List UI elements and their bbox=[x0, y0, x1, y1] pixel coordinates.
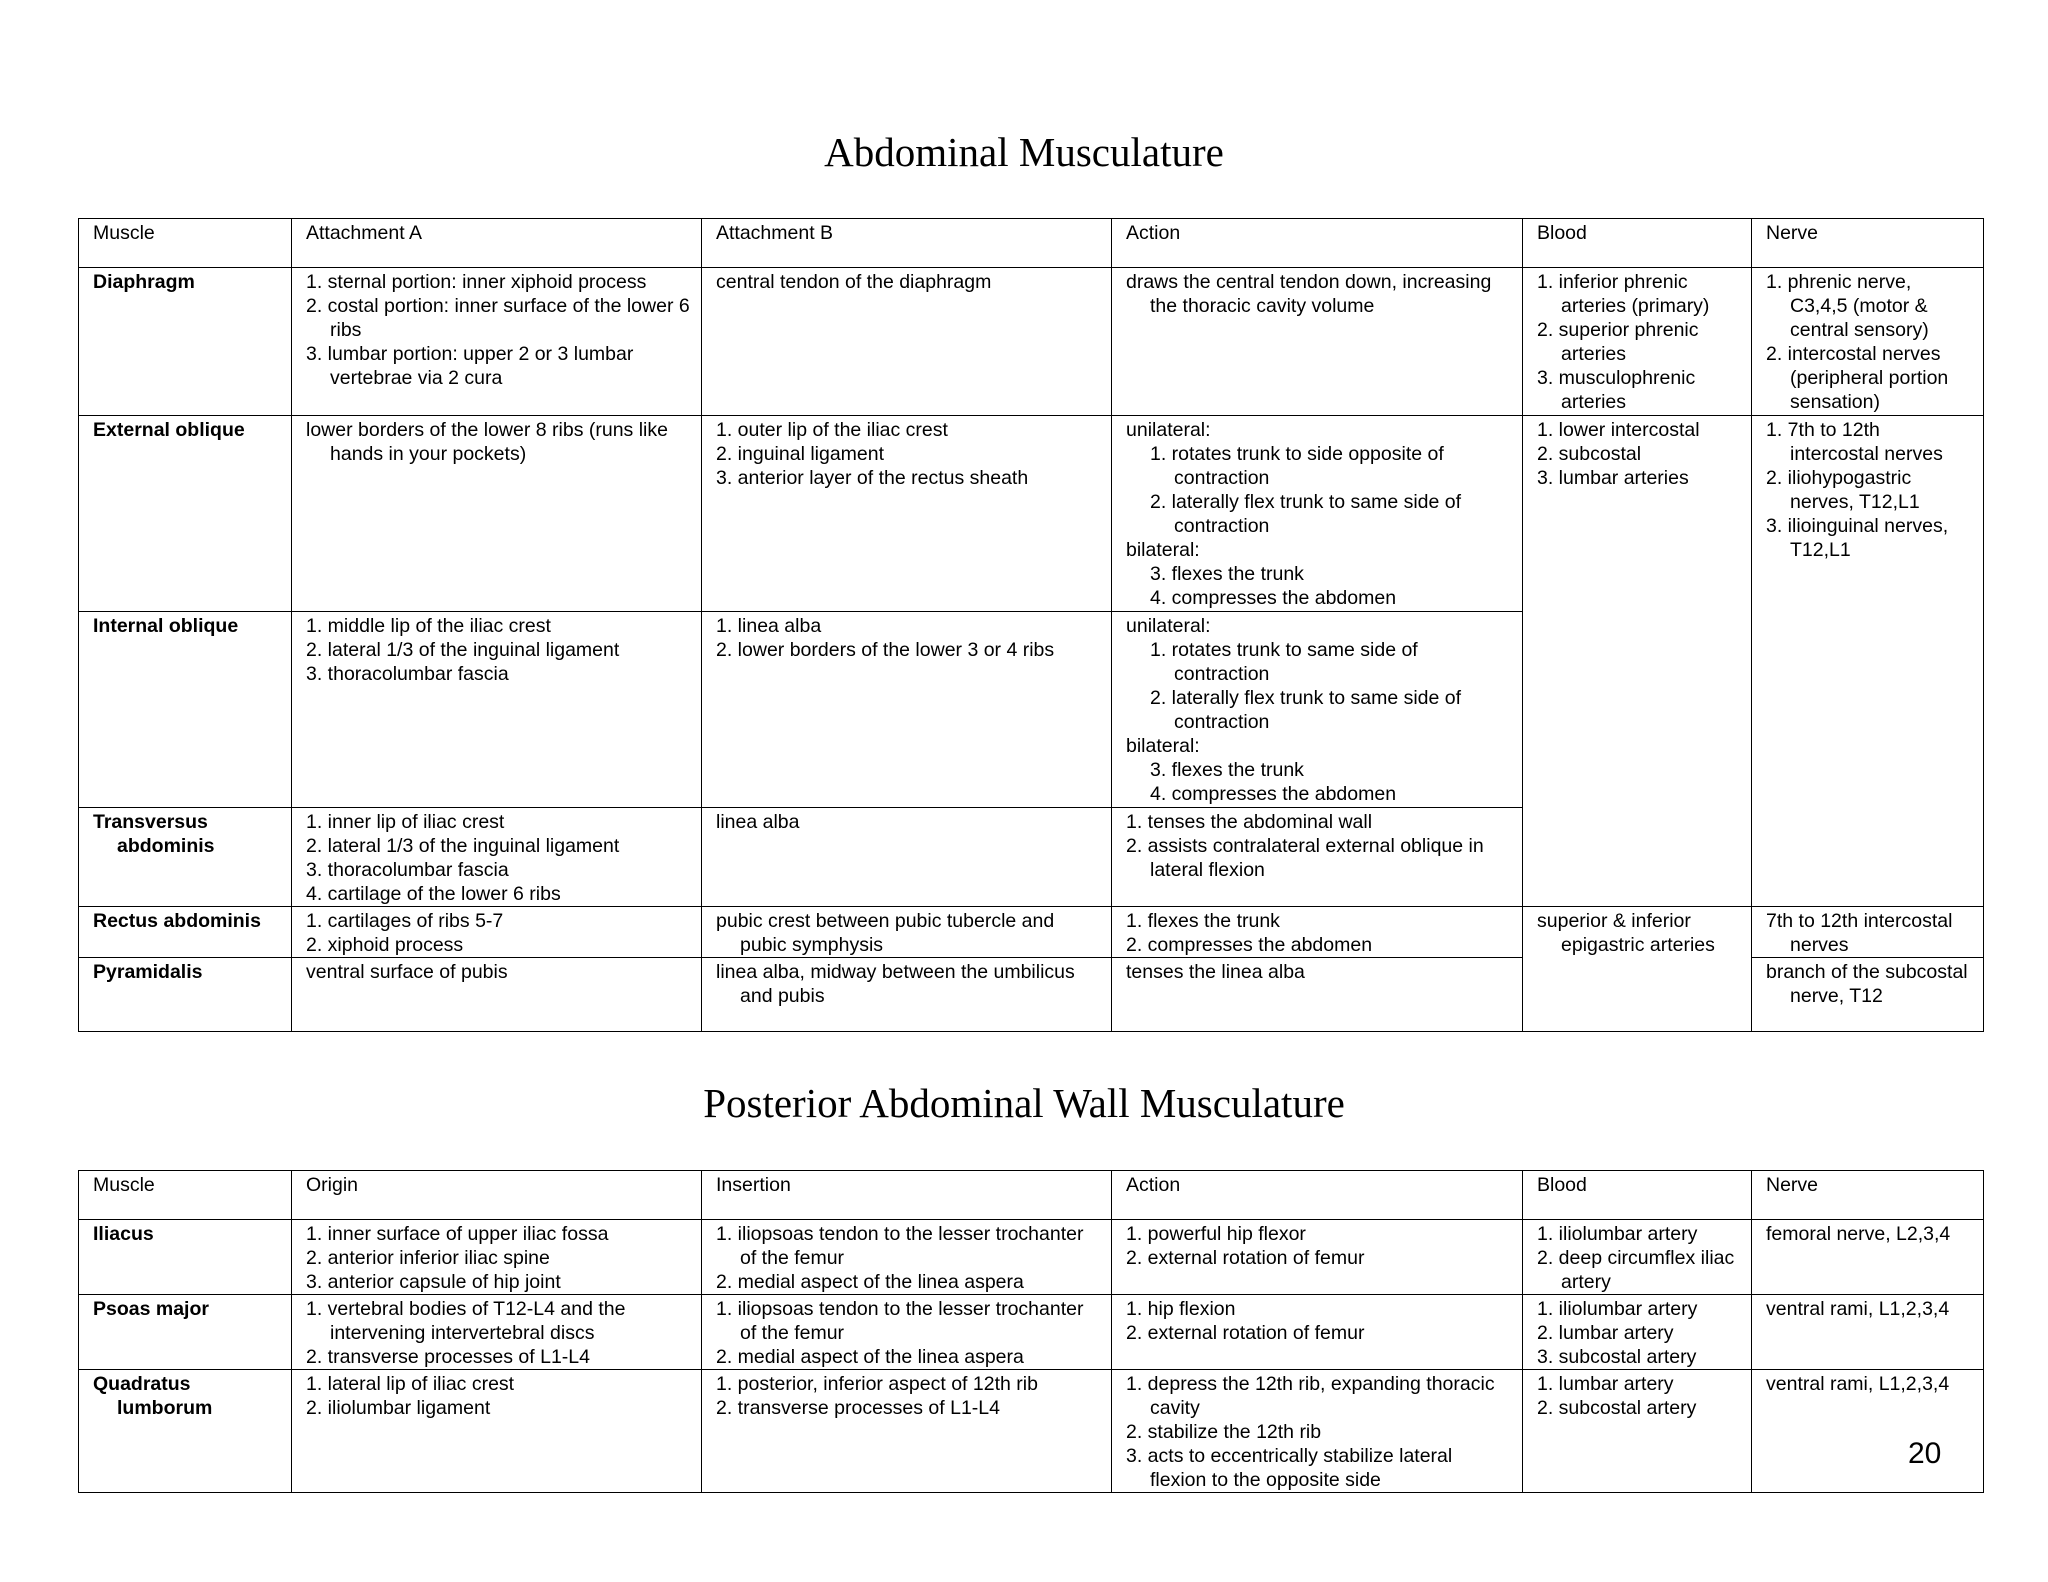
list-item: 3. thoracolumbar fascia bbox=[306, 663, 509, 685]
list-item: 2. deep circumflex iliac artery bbox=[1537, 1247, 1735, 1293]
list-item: 4. cartilage of the lower 6 ribs bbox=[306, 883, 561, 905]
column-header: Blood bbox=[1523, 219, 1752, 268]
table-row bbox=[79, 1220, 1984, 1295]
list-item: 1. iliolumbar artery bbox=[1537, 1298, 1698, 1320]
origin-cell bbox=[292, 1295, 702, 1370]
nerve-cell bbox=[1752, 268, 1984, 416]
list-item: 4. compresses the abdomen bbox=[1150, 587, 1397, 609]
list-item: 1. middle lip of the iliac crest bbox=[306, 615, 551, 637]
list-item: 1. cartilages of ribs 5-7 bbox=[306, 910, 504, 932]
list-item: 1. depress the 12th rib, expanding thoracic cavity bbox=[1126, 1373, 1495, 1419]
attachment-a-cell bbox=[292, 416, 702, 612]
muscle-name: Psoas major bbox=[79, 1295, 292, 1370]
list-heading: unilateral: bbox=[1126, 615, 1211, 637]
list-item: 1. lateral lip of iliac crest bbox=[306, 1373, 515, 1395]
list-heading: bilateral: bbox=[1126, 735, 1200, 757]
list-item: 2. laterally flex trunk to same side of contraction bbox=[1150, 687, 1462, 733]
list-item: draws the central tendon down, increasing the thoracic cavity volume bbox=[1126, 271, 1492, 317]
muscle-name: Internal oblique bbox=[79, 612, 292, 808]
list-item: 2. external rotation of femur bbox=[1126, 1247, 1365, 1269]
list-item: 1. rotates trunk to same side of contraction bbox=[1150, 639, 1418, 685]
list-item: 1. posterior, inferior aspect of 12th rib bbox=[716, 1373, 1038, 1395]
list-item: 2. external rotation of femur bbox=[1126, 1322, 1365, 1344]
list-item: 3. anterior layer of the rectus sheath bbox=[716, 467, 1029, 489]
list-item: ventral rami, L1,2,3,4 bbox=[1766, 1373, 1950, 1395]
list-item: 2. medial aspect of the linea aspera bbox=[716, 1271, 1024, 1293]
muscle-name-cell bbox=[79, 808, 292, 907]
list-item: 1. inner lip of iliac crest bbox=[306, 811, 505, 833]
page-title: Abdominal Musculature bbox=[824, 129, 1224, 175]
list-item: 3. anterior capsule of hip joint bbox=[306, 1271, 561, 1293]
section-title: Posterior Abdominal Wall Musculature bbox=[703, 1080, 1345, 1126]
list-item: 2. lumbar artery bbox=[1537, 1322, 1674, 1344]
list-item: lower borders of the lower 8 ribs (runs like hands in your pockets) bbox=[306, 419, 668, 465]
action-cell bbox=[1112, 958, 1523, 1032]
attachment-a-cell bbox=[292, 268, 702, 416]
list-item: 3. thoracolumbar fascia bbox=[306, 859, 509, 881]
list-item: 1. sternal portion: inner xiphoid process bbox=[306, 271, 647, 293]
nerve-cell bbox=[1752, 1295, 1984, 1370]
attachment-a-cell bbox=[292, 958, 702, 1032]
column-header: Blood bbox=[1523, 1171, 1752, 1220]
list-item: 2. stabilize the 12th rib bbox=[1126, 1421, 1322, 1443]
list-item: 2. transverse processes of L1-L4 bbox=[306, 1346, 590, 1368]
list-item: 1. iliopsoas tendon to the lesser trochanter of the femur bbox=[716, 1298, 1084, 1344]
list-item: 1. tenses the abdominal wall bbox=[1126, 811, 1373, 833]
attachment-b-cell bbox=[702, 612, 1112, 808]
list-item: 2. subcostal artery bbox=[1537, 1397, 1697, 1419]
list-item: 1. outer lip of the iliac crest bbox=[716, 419, 948, 441]
muscle-name: Transversus abdominis bbox=[93, 811, 215, 857]
insertion-cell bbox=[702, 1295, 1112, 1370]
list-item: 2. inguinal ligament bbox=[716, 443, 885, 465]
list-item: 1. iliolumbar artery bbox=[1537, 1223, 1698, 1245]
attachment-b-cell bbox=[702, 268, 1112, 416]
list-item: branch of the subcostal nerve, T12 bbox=[1766, 961, 1968, 1007]
list-item: 2. medial aspect of the linea aspera bbox=[716, 1346, 1024, 1368]
column-header: Muscle bbox=[79, 1171, 292, 1220]
list-item: 2. superior phrenic arteries bbox=[1537, 319, 1699, 365]
column-header: Action bbox=[1112, 1171, 1523, 1220]
action-cell bbox=[1112, 1295, 1523, 1370]
list-item: 3. flexes the trunk bbox=[1150, 759, 1304, 781]
nerve-cell bbox=[1752, 907, 1984, 958]
list-item: 2. laterally flex trunk to same side of contraction bbox=[1150, 491, 1462, 537]
action-cell bbox=[1112, 1220, 1523, 1295]
muscle-name: Iliacus bbox=[79, 1220, 292, 1295]
table-header-row bbox=[79, 219, 1984, 268]
list-item: 1. 7th to 12th intercostal nerves bbox=[1766, 419, 1943, 465]
table-header-row bbox=[79, 1171, 1984, 1220]
column-header: Attachment A bbox=[292, 219, 702, 268]
list-item: 3. subcostal artery bbox=[1537, 1346, 1697, 1368]
list-item: 1. linea alba bbox=[716, 615, 822, 637]
table-row bbox=[79, 268, 1984, 416]
list-item: 2. lateral 1/3 of the inguinal ligament bbox=[306, 835, 620, 857]
muscle-name: Quadratus lumborum bbox=[93, 1373, 213, 1419]
action-cell bbox=[1112, 416, 1523, 612]
nerve-cell bbox=[1752, 958, 1984, 1032]
column-header: Insertion bbox=[702, 1171, 1112, 1220]
table-row bbox=[79, 907, 1984, 958]
list-item: 2. intercostal nerves (peripheral portion sensation) bbox=[1766, 343, 1949, 413]
muscle-name: Pyramidalis bbox=[79, 958, 292, 1032]
list-item: 1. inner surface of upper iliac fossa bbox=[306, 1223, 609, 1245]
list-item: 1. hip flexion bbox=[1126, 1298, 1236, 1320]
muscle-name: External oblique bbox=[79, 416, 292, 612]
attachment-b-cell bbox=[702, 907, 1112, 958]
list-item: 1. powerful hip flexor bbox=[1126, 1223, 1306, 1245]
page-number: 20 bbox=[1908, 1437, 1942, 1470]
list-item: 4. compresses the abdomen bbox=[1150, 783, 1397, 805]
column-header: Origin bbox=[292, 1171, 702, 1220]
list-item: 3. musculophrenic arteries bbox=[1537, 367, 1696, 413]
list-item: 2. subcostal bbox=[1537, 443, 1642, 465]
attachment-b-cell bbox=[702, 958, 1112, 1032]
attachment-a-cell bbox=[292, 612, 702, 808]
list-item: 3. lumbar arteries bbox=[1537, 467, 1689, 489]
action-cell bbox=[1112, 612, 1523, 808]
list-item: 3. lumbar portion: upper 2 or 3 lumbar vertebrae via 2 cura bbox=[306, 343, 634, 389]
column-header: Nerve bbox=[1752, 219, 1984, 268]
list-item: femoral nerve, L2,3,4 bbox=[1766, 1223, 1951, 1245]
list-item: 2. lateral 1/3 of the inguinal ligament bbox=[306, 639, 620, 661]
list-item: superior & inferior epigastric arteries bbox=[1537, 910, 1715, 956]
list-item: linea alba, midway between the umbilicus and pubis bbox=[716, 961, 1075, 1007]
list-item: 2. assists contralateral external oblique in lateral flexion bbox=[1126, 835, 1484, 881]
list-item: 3. ilioinguinal nerves, T12,L1 bbox=[1766, 515, 1949, 561]
column-header: Muscle bbox=[79, 219, 292, 268]
action-cell bbox=[1112, 1370, 1523, 1493]
muscle-name: Rectus abdominis bbox=[79, 907, 292, 958]
table-row bbox=[79, 1370, 1984, 1493]
attachment-a-cell bbox=[292, 907, 702, 958]
list-item: 2. transverse processes of L1-L4 bbox=[716, 1397, 1000, 1419]
list-heading: unilateral: bbox=[1126, 419, 1211, 441]
list-item: 1. lower intercostal bbox=[1537, 419, 1700, 441]
blood-cell bbox=[1523, 1370, 1752, 1493]
list-item: 2. anterior inferior iliac spine bbox=[306, 1247, 550, 1269]
list-item: 1. flexes the trunk bbox=[1126, 910, 1280, 932]
action-cell bbox=[1112, 808, 1523, 907]
column-header: Attachment B bbox=[702, 219, 1112, 268]
list-item: 1. lumbar artery bbox=[1537, 1373, 1674, 1395]
list-item: 1. iliopsoas tendon to the lesser trochanter of the femur bbox=[716, 1223, 1084, 1269]
muscle-name: Diaphragm bbox=[79, 268, 292, 416]
list-item: 3. flexes the trunk bbox=[1150, 563, 1304, 585]
nerve-cell bbox=[1752, 416, 1984, 907]
list-item: 1. phrenic nerve, C3,4,5 (motor & central sensory) bbox=[1766, 271, 1929, 341]
list-item: 2. costal portion: inner surface of the lower 6 ribs bbox=[306, 295, 690, 341]
origin-cell bbox=[292, 1370, 702, 1493]
origin-cell bbox=[292, 1220, 702, 1295]
insertion-cell bbox=[702, 1220, 1112, 1295]
table-row bbox=[79, 416, 1984, 612]
list-item: 2. lower borders of the lower 3 or 4 ribs bbox=[716, 639, 1055, 661]
blood-cell bbox=[1523, 416, 1752, 907]
list-heading: bilateral: bbox=[1126, 539, 1200, 561]
abdominal-musculature-table bbox=[78, 218, 1984, 1032]
list-item: tenses the linea alba bbox=[1126, 961, 1305, 983]
list-item: central tendon of the diaphragm bbox=[716, 271, 992, 293]
table-row bbox=[79, 1295, 1984, 1370]
nerve-cell bbox=[1752, 1220, 1984, 1295]
action-cell bbox=[1112, 907, 1523, 958]
attachment-a-cell bbox=[292, 808, 702, 907]
posterior-abdominal-wall-table bbox=[78, 1170, 1984, 1493]
blood-cell bbox=[1523, 907, 1752, 1032]
column-header: Nerve bbox=[1752, 1171, 1984, 1220]
attachment-b-cell bbox=[702, 808, 1112, 907]
list-item: linea alba bbox=[716, 811, 800, 833]
list-item: 1. rotates trunk to side opposite of contraction bbox=[1150, 443, 1444, 489]
list-item: ventral rami, L1,2,3,4 bbox=[1766, 1298, 1950, 1320]
list-item: 3. acts to eccentrically stabilize lateral flexion to the opposite side bbox=[1126, 1445, 1453, 1491]
blood-cell bbox=[1523, 268, 1752, 416]
list-item: ventral surface of pubis bbox=[306, 961, 508, 983]
blood-cell bbox=[1523, 1220, 1752, 1295]
muscle-name-cell bbox=[79, 1370, 292, 1493]
column-header: Action bbox=[1112, 219, 1523, 268]
list-item: 1. vertebral bodies of T12-L4 and the intervening intervertebral discs bbox=[306, 1298, 626, 1344]
attachment-b-cell bbox=[702, 416, 1112, 612]
list-item: pubic crest between pubic tubercle and pubic symphysis bbox=[716, 910, 1055, 956]
nerve-cell bbox=[1752, 1370, 1984, 1493]
insertion-cell bbox=[702, 1370, 1112, 1493]
list-item: 2. iliohypogastric nerves, T12,L1 bbox=[1766, 467, 1920, 513]
list-item: 7th to 12th intercostal nerves bbox=[1766, 910, 1953, 956]
list-item: 1. inferior phrenic arteries (primary) bbox=[1537, 271, 1710, 317]
action-cell bbox=[1112, 268, 1523, 416]
list-item: 2. compresses the abdomen bbox=[1126, 934, 1373, 956]
list-item: 2. xiphoid process bbox=[306, 934, 464, 956]
blood-cell bbox=[1523, 1295, 1752, 1370]
list-item: 2. iliolumbar ligament bbox=[306, 1397, 491, 1419]
